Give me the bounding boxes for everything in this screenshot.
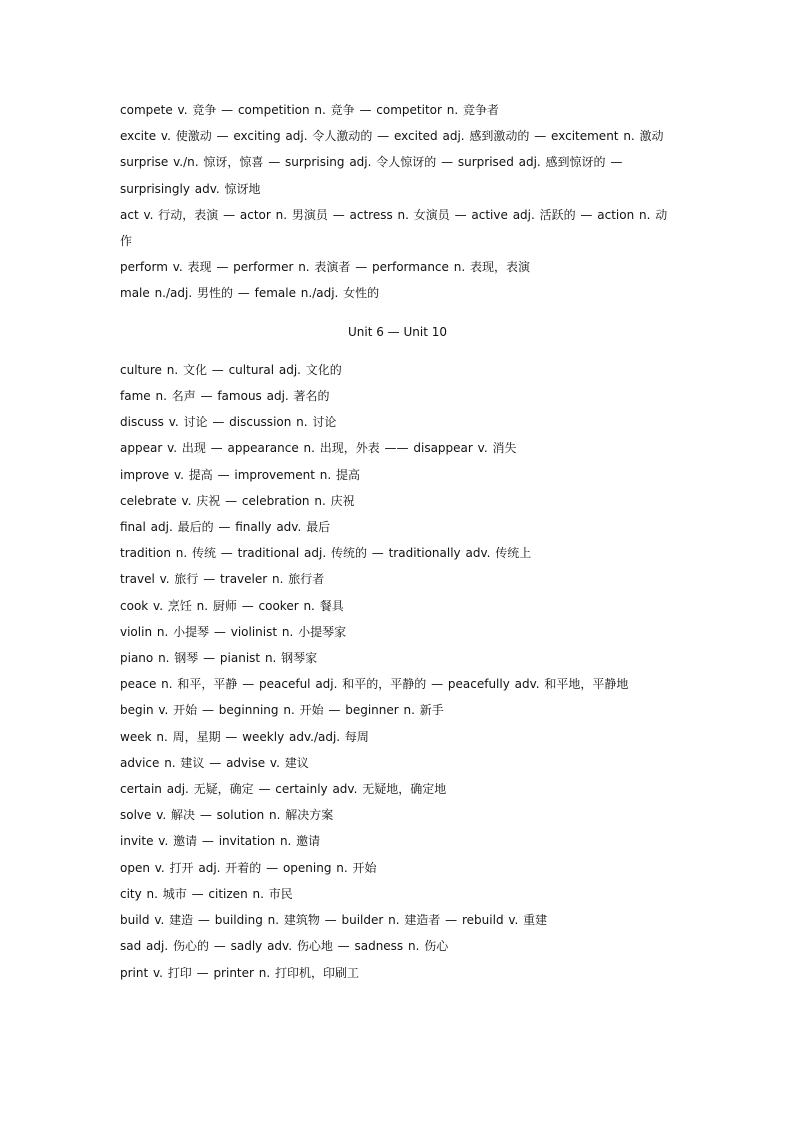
vocab-line-sad: sad adj. 伤心的 — sadly adv. 伤心地 — sadness n. 伤心 [120, 939, 449, 954]
vocab-line-tradition: tradition n. 传统 — traditional adj. 传统的 — traditionally adv. 传统上 [120, 546, 532, 561]
vocab-line-appear: appear v. 出现 — appearance n. 出现，外表 —— disappear v. 消失 [120, 441, 517, 456]
document-page [120, 97, 675, 986]
vocab-line-act: act v. 行动，表演 — actor n. 男演员 — actress n. 女演员 — active adj. 活跃的 — action n. 动作 [120, 207, 668, 249]
vocab-line-culture: culture n. 文化 — cultural adj. 文化的 [120, 362, 342, 377]
vocab-line-celebrate: celebrate v. 庆祝 — celebration n. 庆祝 [120, 493, 355, 508]
vocab-line-open: open v. 打开 adj. 开着的 — opening n. 开始 [120, 860, 377, 875]
vocab-line-certain: certain adj. 无疑，确定 — certainly adv. 无疑地，确定地 [120, 782, 447, 797]
vocab-line-city: city n. 城市 — citizen n. 市民 [120, 886, 293, 901]
vocab-line-compete: compete v. 竞争 — competition n. 竞争 — competitor n. 竞争者 [120, 103, 499, 117]
vocab-section-2 [120, 357, 675, 986]
vocab-line-perform: perform v. 表现 — performer n. 表演者 — performance n. 表现，表演 [120, 260, 530, 275]
vocab-line-male: male n./adj. 男性的 — female n./adj. 女性的 [120, 286, 380, 301]
vocab-line-final: final adj. 最后的 — finally adv. 最后 [120, 520, 331, 535]
vocab-line-discuss: discuss v. 讨论 — discussion n. 讨论 [120, 415, 337, 430]
vocab-line-peace: peace n. 和平，平静 — peaceful adj. 和平的，平静的 — peacefully adv. 和平地，平静地 [120, 677, 629, 692]
vocab-line-solve: solve v. 解决 — solution n. 解决方案 [120, 808, 334, 823]
vocab-line-excite: excite v. 使激动 — exciting adj. 令人激动的 — excited adj. 感到激动的 — excitement n. 激动 [120, 129, 664, 144]
vocab-line-print: print v. 打印 — printer n. 打印机，印刷工 [120, 965, 359, 980]
vocab-line-violin: violin n. 小提琴 — violinist n. 小提琴家 [120, 624, 347, 639]
vocab-line-travel: travel v. 旅行 — traveler n. 旅行者 [120, 572, 325, 587]
vocab-line-surprise: surprise v./n. 惊讶，惊喜 — surprising adj. 令人惊讶的 — surprised adj. 感到惊讶的 — surprisingly adv. 惊讶地 [120, 155, 623, 196]
vocab-section-1 [120, 97, 675, 307]
vocab-line-advice: advice n. 建议 — advise v. 建议 [120, 755, 309, 770]
vocab-line-piano: piano n. 钢琴 — pianist n. 钢琴家 [120, 651, 318, 666]
vocab-line-improve: improve v. 提高 — improvement n. 提高 [120, 467, 360, 482]
vocab-line-invite: invite v. 邀请 — invitation n. 邀请 [120, 834, 321, 849]
vocab-line-begin: begin v. 开始 — beginning n. 开始 — beginner n. 新手 [120, 703, 444, 718]
vocab-line-fame: fame n. 名声 — famous adj. 著名的 [120, 389, 330, 404]
unit-heading: Unit 6 — Unit 10 [347, 324, 448, 339]
vocab-line-cook: cook v. 烹饪 n. 厨师 — cooker n. 餐具 [120, 598, 344, 613]
vocab-line-week: week n. 周，星期 — weekly adv./adj. 每周 [120, 729, 369, 744]
vocab-line-build: build v. 建造 — building n. 建筑物 — builder n. 建造者 — rebuild v. 重建 [120, 913, 548, 928]
